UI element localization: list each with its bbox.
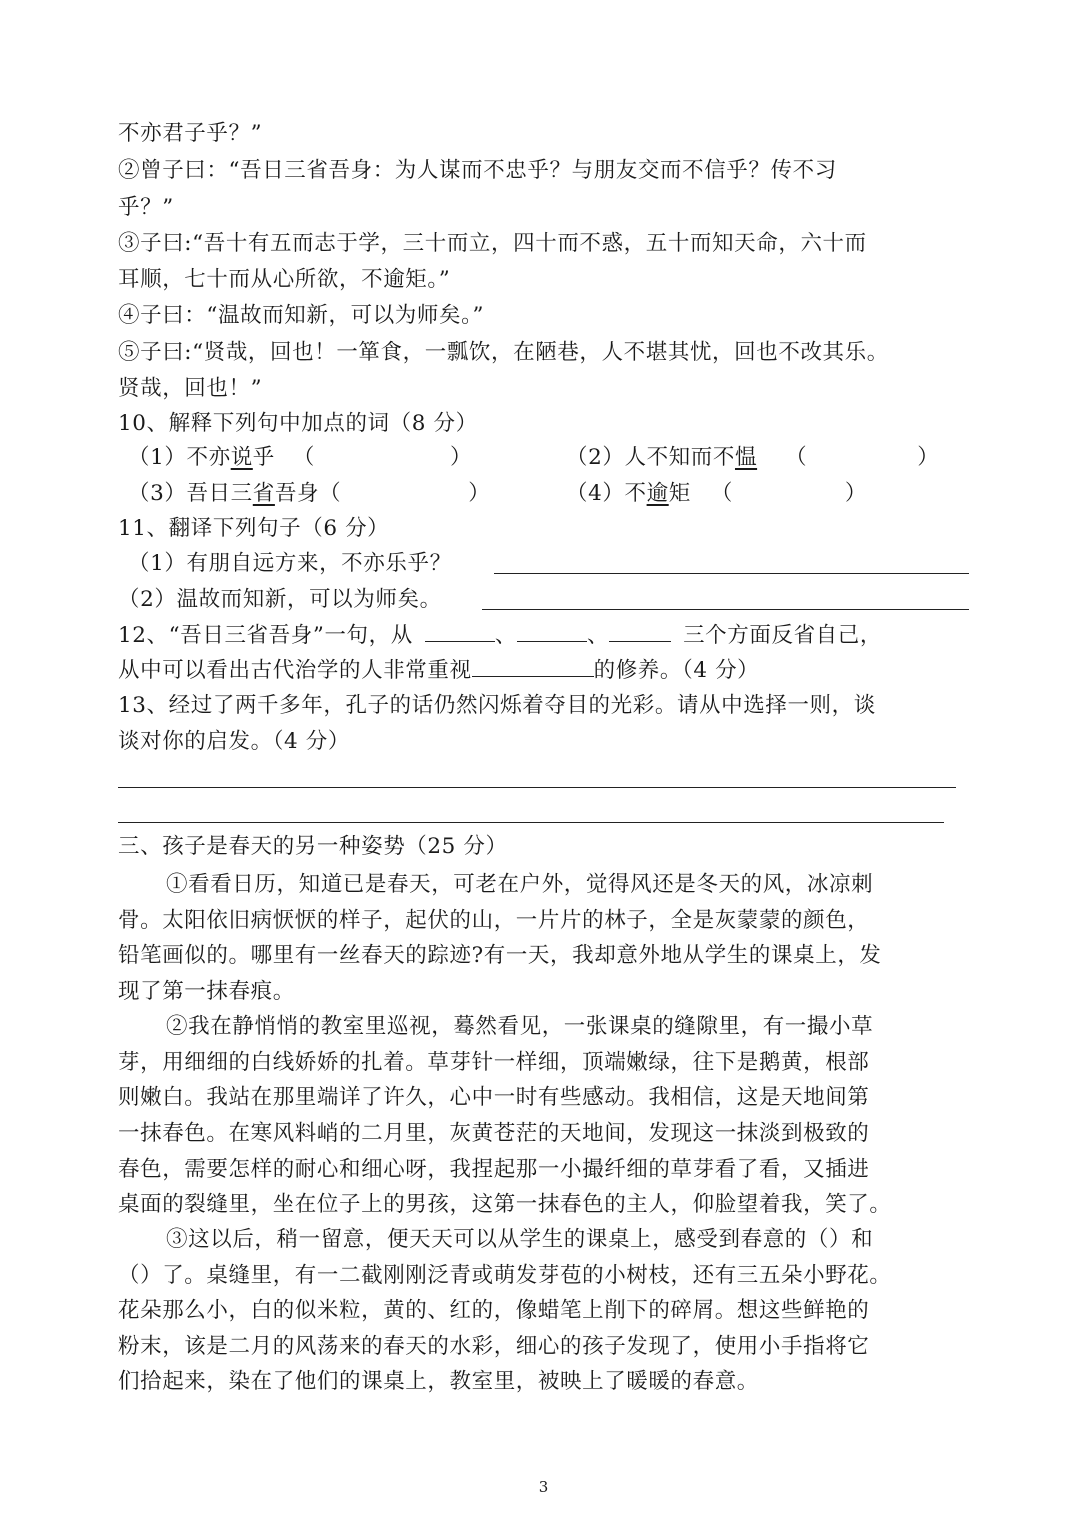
- q10-item-1-suffix: 乎: [252, 445, 275, 470]
- paragraph-line: 现了第一抹春痕。: [118, 979, 295, 1004]
- paragraph-line: 铅笔画似的。哪里有一丝春天的踪迹?有一天，我却意外地从学生的课桌上，发: [118, 943, 882, 968]
- q10-item-2: [566, 440, 939, 476]
- q10-item-3: [128, 476, 490, 512]
- paragraph-line: 花朵那么小，白的似米粒，黄的、红的，像蜡笔上削下的碎屑。想这些鲜艳的: [118, 1298, 870, 1323]
- paren-close: ）: [917, 445, 940, 470]
- q11-item-1: （1）有朋自远方来，不亦乐乎？: [128, 551, 452, 576]
- q10-item-1: [128, 440, 472, 476]
- paragraph-line: 春色，需要怎样的耐心和细心呀，我捏起那一小撮纤细的草芽看了看，又插进: [118, 1157, 870, 1182]
- q12-text-d: 的修养。（4 分）: [593, 658, 760, 683]
- paragraph-line: 桌面的裂缝里，坐在位子上的男孩，这第一抹春色的主人，仰脸望着我，笑了。: [118, 1192, 892, 1217]
- answer-blank-q12-1[interactable]: [425, 617, 495, 642]
- q11-item-2: （2）温故而知新，可以为师矣。: [118, 587, 442, 612]
- question-11-title: 11、翻译下列句子（6 分）: [118, 516, 390, 541]
- q12-separator: 、: [586, 623, 610, 648]
- q10-item-4-suffix: 矩: [668, 481, 691, 506]
- paragraph-line: ②我在静悄悄的教室里巡视，蓦然看见，一张课桌的缝隙里，有一撮小草: [166, 1014, 874, 1039]
- paragraph-line: 芽，用细细的白线娇娇的扎着。草芽针一样细，顶端嫩绿，往下是鹅黄，根部: [118, 1050, 870, 1075]
- text-line: ④子曰：“温故而知新，可以为师矣。”: [118, 303, 485, 328]
- question-12-cont: [118, 652, 759, 689]
- paren-open: （: [710, 481, 733, 506]
- answer-blank-q12-3[interactable]: [609, 617, 671, 642]
- answer-blank-q12-2[interactable]: [517, 617, 587, 642]
- answer-line-q13-2[interactable]: [118, 822, 944, 823]
- page-number: 3: [538, 1478, 549, 1496]
- question-10-title: 10、解释下列句中加点的词（8 分）: [118, 411, 478, 436]
- answer-line-q11-1[interactable]: [494, 573, 969, 574]
- paragraph-line: （）了。桌缝里，有一二截刚刚泛青或萌发芽苞的小树枝，还有三五朵小野花。: [118, 1263, 892, 1288]
- q12-text-a: 12、“吾日三省吾身”一句，从: [118, 623, 413, 648]
- paragraph-line: 一抹春色。在寒风料峭的二月里，灰黄苍茫的天地间，发现这一抹淡到极致的: [118, 1121, 870, 1146]
- q10-item-1-prefix: （1）不亦: [128, 445, 231, 470]
- answer-line-q11-2[interactable]: [482, 609, 969, 610]
- question-13-cont: 谈对你的启发。（4 分）: [118, 729, 350, 754]
- q10-item-4-word: 逾: [646, 481, 669, 506]
- q10-item-2-prefix: （2）人不知而不: [566, 445, 735, 470]
- text-line: ③子曰:“吾十有五而志于学，三十而立，四十而不惑，五十而知天命，六十而: [118, 231, 867, 256]
- paren-close: ）: [468, 481, 491, 506]
- answer-blank-q12-4[interactable]: [472, 652, 594, 677]
- q10-item-3-word: 省: [252, 481, 275, 506]
- section-3-title: 三、孩子是春天的另一种姿势（25 分）: [118, 834, 508, 859]
- q10-item-1-word: 说: [230, 445, 253, 470]
- text-line: 耳顺，七十而从心所欲，不逾矩。”: [118, 267, 451, 292]
- text-line: ②曾子曰：“吾日三省吾身：为人谋而不忠乎？与朋友交而不信乎？传不习: [118, 158, 837, 183]
- text-line: ⑤子曰:“贤哉，回也！一箪食，一瓢饮，在陋巷，人不堪其忧，回也不改其乐。: [118, 340, 889, 365]
- question-13: 13、经过了两千多年，孔子的话仍然闪烁着夺目的光彩。请从中选择一则，谈: [118, 693, 876, 718]
- q10-item-2-word: 愠: [734, 445, 758, 470]
- paren-open: （: [292, 445, 316, 470]
- text-line: 不亦君子乎？”: [118, 121, 263, 146]
- q12-text-b: 三个方面反省自己，: [683, 623, 882, 648]
- answer-line-q13-1[interactable]: [118, 787, 956, 788]
- q10-item-3-prefix: （3）吾日三: [128, 481, 253, 506]
- paragraph-line: ③这以后，稍一留意，便天天可以从学生的课桌上，感受到春意的（）和: [166, 1227, 874, 1252]
- q10-item-4: [566, 476, 867, 512]
- paragraph-line: 骨。太阳依旧病恹恹的样子，起伏的山，一片片的林子，全是灰蒙蒙的颜色，: [118, 908, 870, 933]
- q12-text-c: 从中可以看出古代治学的人非常重视: [118, 658, 472, 683]
- text-line: 乎？”: [118, 195, 174, 220]
- question-12: [118, 617, 882, 654]
- paren-close: ）: [450, 445, 473, 470]
- q12-separator: 、: [494, 623, 517, 648]
- paragraph-line: 粉末，该是二月的风荡来的春天的水彩，细心的孩子发现了，使用小手指将它: [118, 1334, 870, 1359]
- paragraph-line: 则嫩白。我站在那里端详了许久，心中一时有些感动。我相信，这是天地间第: [118, 1085, 870, 1110]
- text-line: 贤哉，回也！”: [118, 376, 263, 401]
- q10-item-4-prefix: （4）不: [566, 481, 647, 506]
- paragraph-line: ①看看日历，知道已是春天，可老在户外，觉得风还是冬天的风，冰凉刺: [166, 872, 874, 897]
- q10-item-3-suffix: 吾身（: [274, 481, 342, 506]
- paren-close: ）: [844, 481, 868, 506]
- paren-open: （: [785, 445, 808, 470]
- paragraph-line: 们拾起来，染在了他们的课桌上，教室里，被映上了暖暖的春意。: [118, 1369, 759, 1394]
